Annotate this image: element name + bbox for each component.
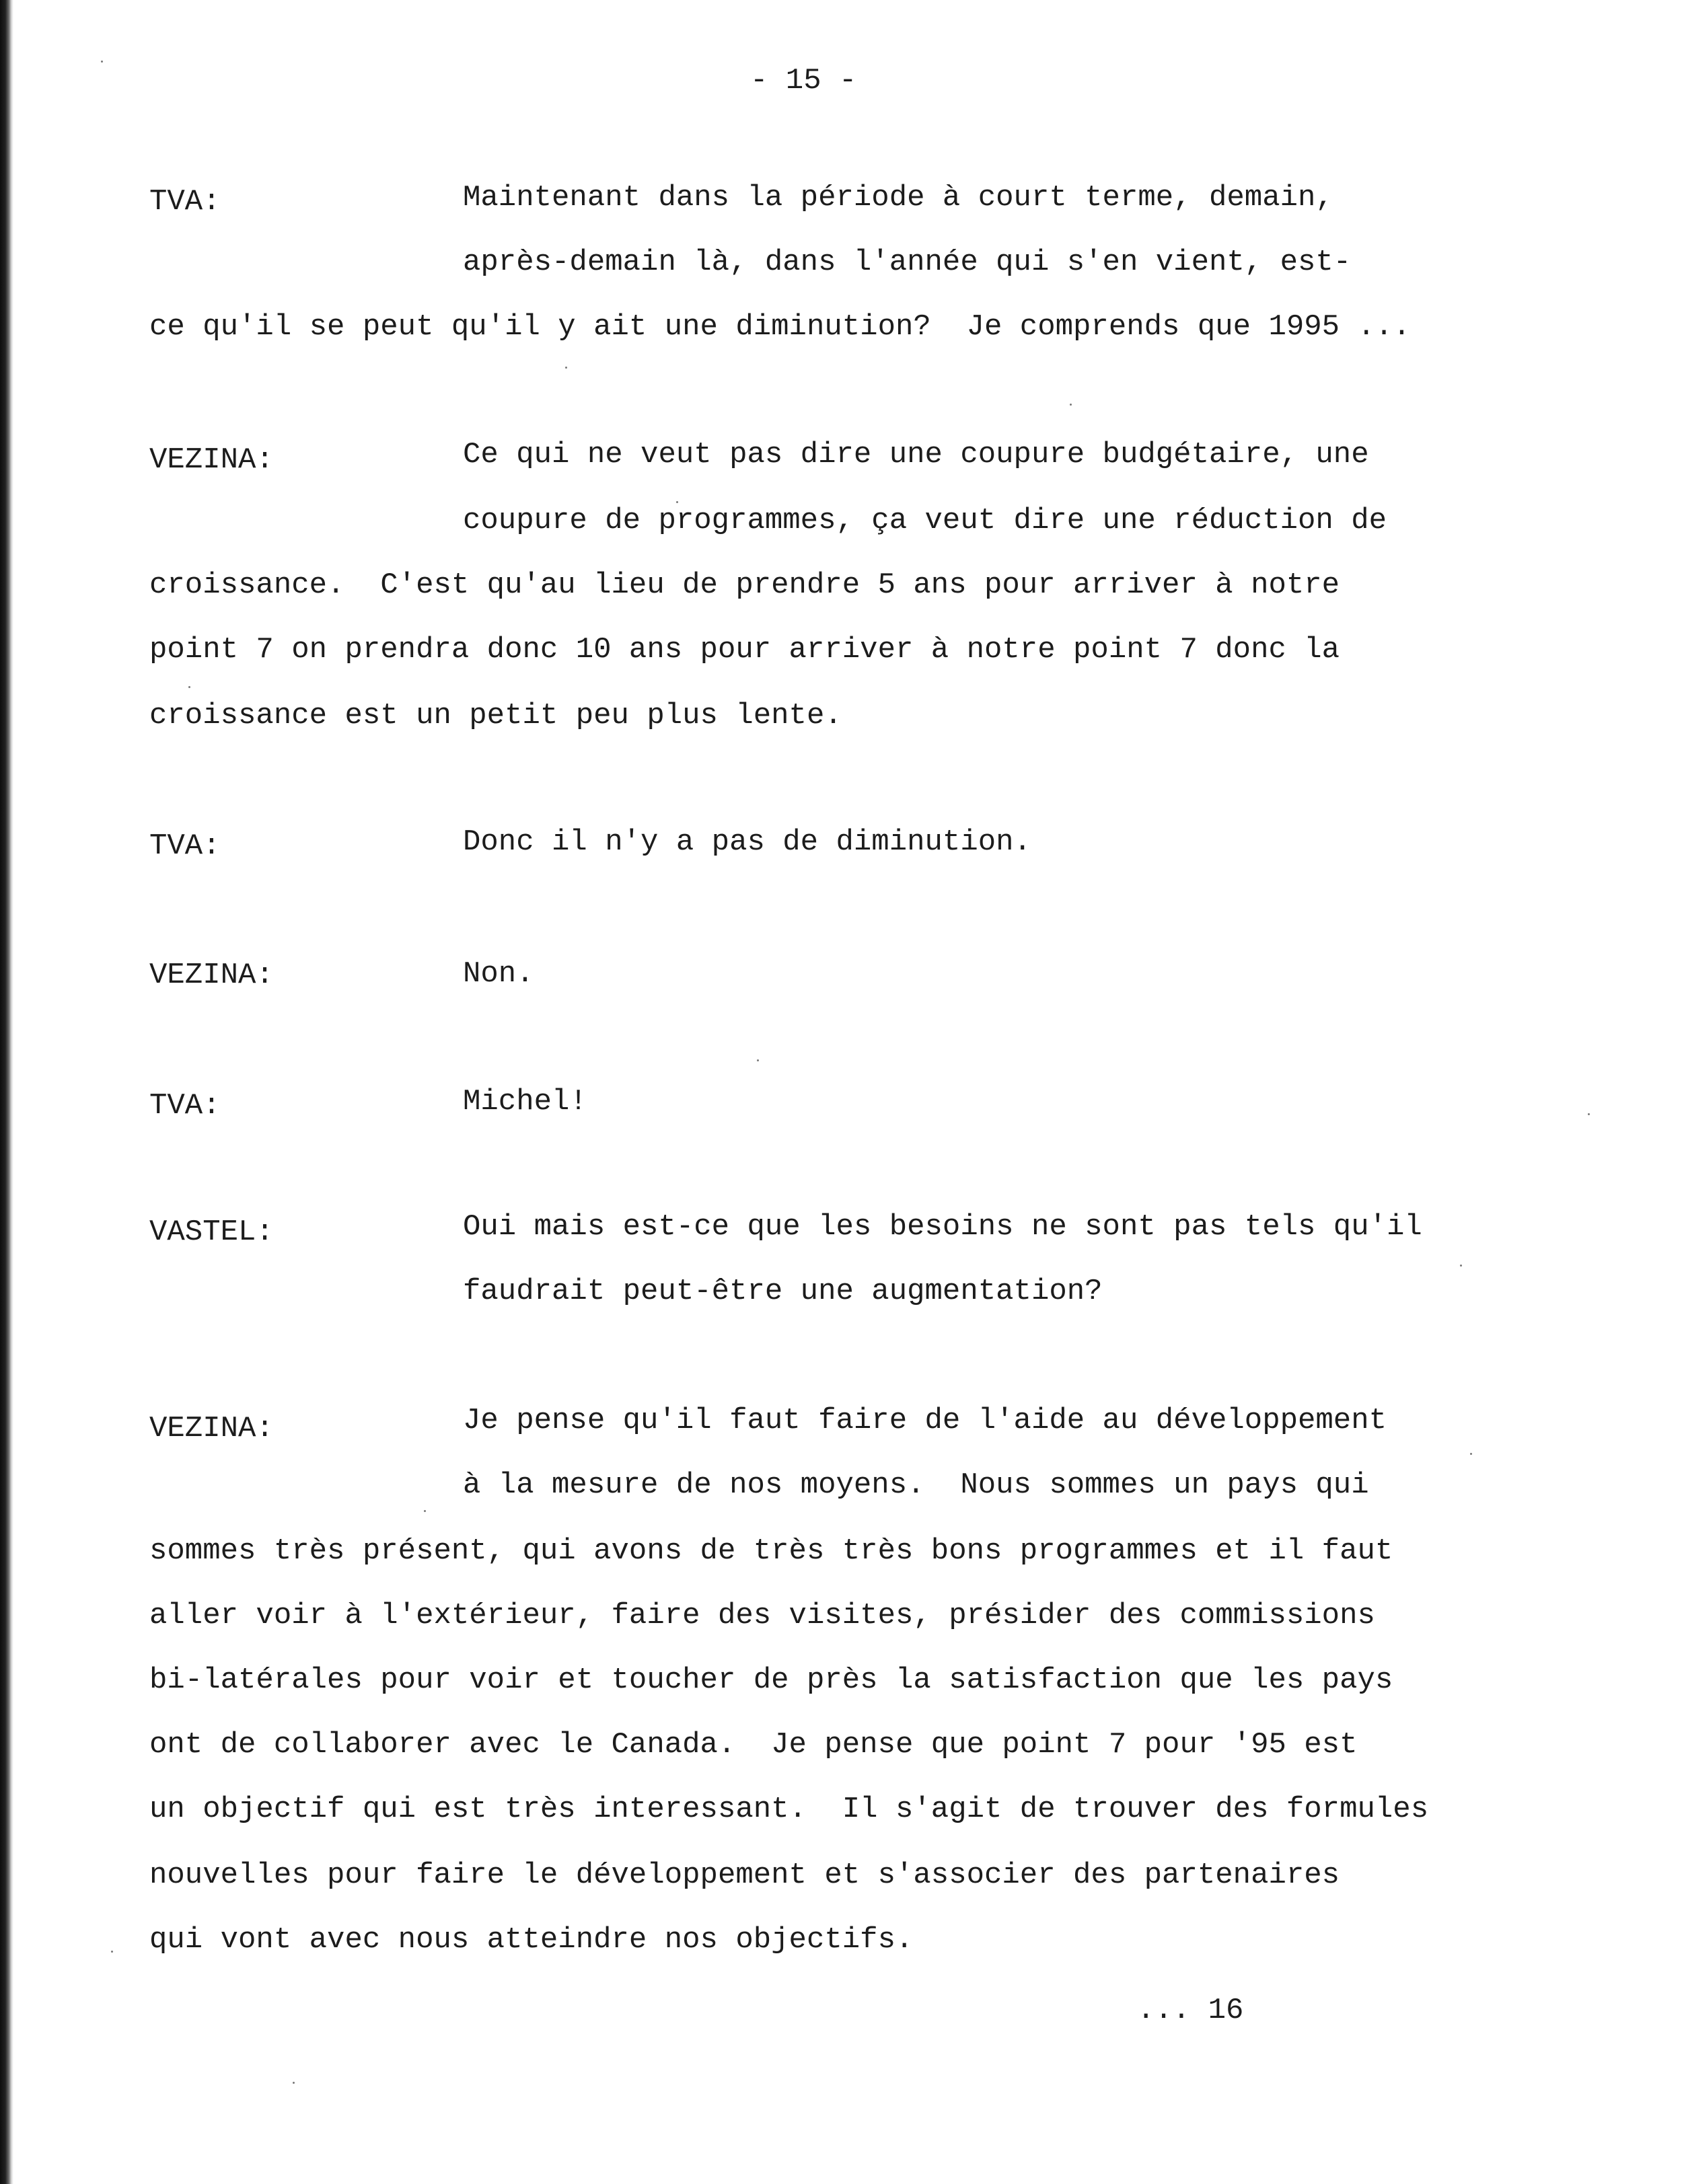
utterance-line: Je pense qu'il faut faire de l'aide au développement xyxy=(463,1404,1387,1437)
scan-speck xyxy=(1470,1453,1472,1455)
scan-speck xyxy=(424,1510,426,1512)
utterance-line: bi-latérales pour voir et toucher de près la satisfaction que les pays xyxy=(149,1663,1393,1697)
speaker-label: TVA: xyxy=(149,185,221,219)
utterance-line: nouvelles pour faire le développement et s'associer des partenaires xyxy=(149,1858,1340,1892)
scan-speck xyxy=(293,2082,295,2084)
scan-speck xyxy=(101,61,103,63)
scan-speck xyxy=(565,367,567,369)
scan-speck xyxy=(1588,1113,1590,1115)
utterance-line: ont de collaborer avec le Canada. Je pense que point 7 pour '95 est xyxy=(149,1728,1358,1762)
scan-speck xyxy=(676,501,678,503)
utterance-line: Michel! xyxy=(463,1085,587,1119)
scan-speck xyxy=(188,686,190,688)
page-number: - 15 - xyxy=(750,64,857,98)
utterance-line: Oui mais est-ce que les besoins ne sont pas tels qu'il xyxy=(463,1210,1422,1244)
utterance-line: à la mesure de nos moyens. Nous sommes un pays qui xyxy=(463,1468,1369,1502)
utterance-line: ce qu'il se peut qu'il y ait une diminution? Je comprends que 1995 ... xyxy=(149,310,1411,344)
utterance-line: point 7 on prendra donc 10 ans pour arriver à notre point 7 donc la xyxy=(149,633,1340,667)
scan-speck xyxy=(1070,404,1072,406)
utterance-line: Donc il n'y a pas de diminution. xyxy=(463,825,1031,859)
utterance-line: faudrait peut-être une augmentation? xyxy=(463,1275,1103,1308)
scan-speck xyxy=(1460,1265,1462,1267)
utterance-line: un objectif qui est très interessant. Il s'agit de trouver des formules xyxy=(149,1793,1429,1826)
speaker-label: TVA: xyxy=(149,829,221,863)
utterance-line: croissance est un petit peu plus lente. xyxy=(149,699,842,732)
speaker-label: VEZINA: xyxy=(149,1412,274,1445)
scan-speck xyxy=(111,1951,113,1953)
utterance-line: Non. xyxy=(463,957,534,991)
utterance-line: Ce qui ne veut pas dire une coupure budgétaire, une xyxy=(463,438,1369,472)
utterance-line: sommes très présent, qui avons de très très bons programmes et il faut xyxy=(149,1534,1393,1568)
speaker-label: VEZINA: xyxy=(149,958,274,992)
utterance-line: coupure de programmes, ça veut dire une réduction de xyxy=(463,504,1387,537)
utterance-line: aller voir à l'extérieur, faire des visites, présider des commissions xyxy=(149,1599,1375,1632)
speaker-label: VEZINA: xyxy=(149,443,274,477)
speaker-label: TVA: xyxy=(149,1089,221,1123)
next-page-marker: ... 16 xyxy=(1137,1994,1244,2027)
scan-speck xyxy=(757,1059,759,1061)
utterance-line: croissance. C'est qu'au lieu de prendre 5 ans pour arriver à notre xyxy=(149,568,1340,602)
utterance-line: après-demain là, dans l'année qui s'en vient, est- xyxy=(463,246,1352,279)
utterance-line: Maintenant dans la période à court terme, demain, xyxy=(463,181,1333,215)
utterance-line: qui vont avec nous atteindre nos objectifs. xyxy=(149,1923,914,1957)
speaker-label: VASTEL: xyxy=(149,1215,274,1249)
